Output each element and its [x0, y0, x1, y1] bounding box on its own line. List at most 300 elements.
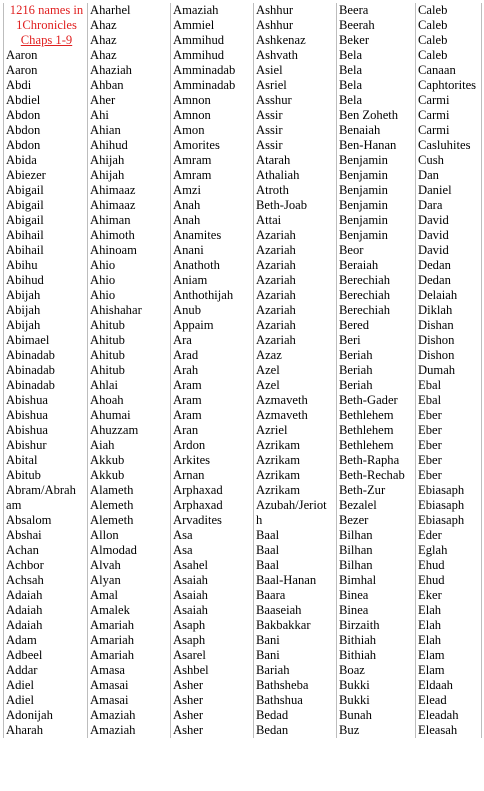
name-cell: Carmi	[416, 123, 482, 138]
name-cell: Caleb	[416, 33, 482, 48]
name-cell: Athaliah	[254, 168, 337, 183]
name-cell: Abihud	[4, 273, 88, 288]
name-cell: Azmaveth	[254, 408, 337, 423]
name-cell: Baara	[254, 588, 337, 603]
table-row	[4, 438, 482, 453]
name-cell: Asher	[171, 723, 254, 738]
name-cell: Abdi	[4, 78, 88, 93]
name-cell: Cush	[416, 153, 482, 168]
name-cell: Amaziah	[171, 3, 254, 18]
name-cell: Aaron	[4, 63, 88, 78]
name-cell: Dishon	[416, 348, 482, 363]
name-cell: Baal-Hanan	[254, 573, 337, 588]
name-cell: Amariah	[88, 633, 171, 648]
name-cell: Atroth	[254, 183, 337, 198]
name-cell: Bimhal	[337, 573, 416, 588]
name-cell: Carmi	[416, 108, 482, 123]
name-cell: Beker	[337, 33, 416, 48]
table-row	[4, 363, 482, 378]
name-cell: Azariah	[254, 273, 337, 288]
name-cell: Abihail	[4, 228, 88, 243]
name-cell: Abishua	[4, 423, 88, 438]
name-cell: Beriah	[337, 348, 416, 363]
name-cell: Adaiah	[4, 588, 88, 603]
name-cell: Bethlehem	[337, 408, 416, 423]
name-cell: Abigail	[4, 213, 88, 228]
table-row	[4, 48, 482, 63]
name-cell: Bathshua	[254, 693, 337, 708]
name-cell: Eldaah	[416, 678, 482, 693]
table-row	[4, 108, 482, 123]
name-cell: Baaseiah	[254, 603, 337, 618]
name-cell: Bukki	[337, 693, 416, 708]
name-cell: Ahimaaz	[88, 183, 171, 198]
name-cell: Bani	[254, 633, 337, 648]
name-cell: Ebal	[416, 393, 482, 408]
table-row	[4, 588, 482, 603]
table-row	[4, 483, 482, 498]
name-cell: Aharhel	[88, 3, 171, 18]
name-cell: Amnon	[171, 108, 254, 123]
name-cell: Asher	[171, 708, 254, 723]
name-cell: Ben Zoheth	[337, 108, 416, 123]
name-cell: Aram	[171, 393, 254, 408]
name-cell: Amminadab	[171, 63, 254, 78]
name-cell: Anah	[171, 198, 254, 213]
table-row	[4, 648, 482, 663]
table-row	[4, 213, 482, 228]
name-cell: Bilhan	[337, 528, 416, 543]
table-row	[4, 663, 482, 678]
name-cell: Ahijah	[88, 153, 171, 168]
name-cell: Ahishahar	[88, 303, 171, 318]
name-cell: Ammiel	[171, 18, 254, 33]
name-cell: Azariah	[254, 243, 337, 258]
name-cell: Berechiah	[337, 303, 416, 318]
name-cell: Asaiah	[171, 603, 254, 618]
name-cell: Asher	[171, 678, 254, 693]
name-cell: David	[416, 213, 482, 228]
name-cell: Azrikam	[254, 453, 337, 468]
name-cell: Adbeel	[4, 648, 88, 663]
name-cell: Azrikam	[254, 483, 337, 498]
table-row	[4, 528, 482, 543]
name-cell: Adiel	[4, 693, 88, 708]
name-cell: Abigail	[4, 183, 88, 198]
name-cell: Ahuzzam	[88, 423, 171, 438]
name-cell: Azel	[254, 363, 337, 378]
name-cell: Delaiah	[416, 288, 482, 303]
name-cell: Aher	[88, 93, 171, 108]
name-cell: Bezalel	[337, 498, 416, 513]
name-cell: Adam	[4, 633, 88, 648]
name-cell: Achbor	[4, 558, 88, 573]
name-cell: Asa	[171, 528, 254, 543]
name-cell: Asaph	[171, 633, 254, 648]
name-cell: Amasai	[88, 693, 171, 708]
name-cell: Abital	[4, 453, 88, 468]
name-cell: Abida	[4, 153, 88, 168]
name-cell: Bedad	[254, 708, 337, 723]
name-cell: Bilhan	[337, 558, 416, 573]
name-cell: Arkites	[171, 453, 254, 468]
name-cell: Bakbakkar	[254, 618, 337, 633]
table-row	[4, 633, 482, 648]
table-row	[4, 618, 482, 633]
name-cell: Bunah	[337, 708, 416, 723]
name-cell: Amasa	[88, 663, 171, 678]
name-cell: Abihu	[4, 258, 88, 273]
name-cell: Ehud	[416, 573, 482, 588]
table-row	[4, 393, 482, 408]
name-cell: Ahinoam	[88, 243, 171, 258]
name-cell: Attai	[254, 213, 337, 228]
name-cell: Beriah	[337, 363, 416, 378]
name-cell: Ahlai	[88, 378, 171, 393]
name-cell: Amorites	[171, 138, 254, 153]
name-cell: Dara	[416, 198, 482, 213]
name-cell: Dishan	[416, 318, 482, 333]
name-cell: Bela	[337, 48, 416, 63]
name-cell: Berechiah	[337, 288, 416, 303]
name-cell: Aniam	[171, 273, 254, 288]
name-cell: Abijah	[4, 303, 88, 318]
table-row	[4, 138, 482, 153]
name-cell: am	[4, 498, 88, 513]
name-cell: Buz	[337, 723, 416, 738]
name-cell: Amnon	[171, 93, 254, 108]
name-cell: Anub	[171, 303, 254, 318]
name-cell: Ahian	[88, 123, 171, 138]
name-cell: Birzaith	[337, 618, 416, 633]
table-row	[4, 198, 482, 213]
name-cell: Abigail	[4, 198, 88, 213]
name-cell: Amariah	[88, 648, 171, 663]
name-cell: Eleasah	[416, 723, 482, 738]
name-cell: Anthothijah	[171, 288, 254, 303]
name-cell: Binea	[337, 588, 416, 603]
name-cell: h	[254, 513, 337, 528]
name-cell: Asaiah	[171, 573, 254, 588]
name-cell: Ahijah	[88, 168, 171, 183]
name-cell: Eber	[416, 453, 482, 468]
name-cell: Ara	[171, 333, 254, 348]
table-row	[4, 453, 482, 468]
name-cell: Asa	[171, 543, 254, 558]
name-cell: Abishur	[4, 438, 88, 453]
name-cell: Azrikam	[254, 468, 337, 483]
name-cell: Abijah	[4, 318, 88, 333]
name-cell: Abijah	[4, 288, 88, 303]
table-row	[4, 693, 482, 708]
name-cell: Beriah	[337, 378, 416, 393]
name-cell: Azariah	[254, 303, 337, 318]
name-cell: Asarel	[171, 648, 254, 663]
name-cell: Akkub	[88, 468, 171, 483]
name-cell: Abinadab	[4, 378, 88, 393]
name-cell: Bela	[337, 93, 416, 108]
name-cell: Eber	[416, 408, 482, 423]
name-cell: Bethlehem	[337, 438, 416, 453]
name-cell: Alameth	[88, 483, 171, 498]
name-cell: Anamites	[171, 228, 254, 243]
name-cell: Ashhur	[254, 3, 337, 18]
name-cell: Addar	[4, 663, 88, 678]
table-row	[4, 78, 482, 93]
name-cell: Canaan	[416, 63, 482, 78]
name-cell: Azrikam	[254, 438, 337, 453]
name-cell: Elah	[416, 603, 482, 618]
name-cell: Bani	[254, 648, 337, 663]
name-cell: Azriel	[254, 423, 337, 438]
name-cell: Beri	[337, 333, 416, 348]
name-cell: Ammihud	[171, 33, 254, 48]
name-cell: Aram	[171, 408, 254, 423]
name-cell: Appaim	[171, 318, 254, 333]
table-row	[4, 408, 482, 423]
name-cell: Benjamin	[337, 213, 416, 228]
name-cell: Ahihud	[88, 138, 171, 153]
table-row	[4, 423, 482, 438]
table-row	[4, 333, 482, 348]
name-cell: Alemeth	[88, 513, 171, 528]
table-row	[4, 153, 482, 168]
name-cell: Azariah	[254, 258, 337, 273]
name-cell: Ehud	[416, 558, 482, 573]
name-cell: Abimael	[4, 333, 88, 348]
name-cell: Amzi	[171, 183, 254, 198]
name-cell: Baal	[254, 558, 337, 573]
name-cell: Ahi	[88, 108, 171, 123]
name-cell: Bithiah	[337, 633, 416, 648]
chapters-link[interactable]: Chaps 1-9	[20, 33, 73, 47]
name-cell: Ebiasaph	[416, 498, 482, 513]
table-row	[4, 558, 482, 573]
name-cell: Beraiah	[337, 258, 416, 273]
name-cell: Ahio	[88, 288, 171, 303]
name-cell: Benjamin	[337, 198, 416, 213]
name-cell: Amminadab	[171, 78, 254, 93]
name-cell: Caleb	[416, 48, 482, 63]
name-cell: Ashhur	[254, 18, 337, 33]
name-cell: Caleb	[416, 3, 482, 18]
name-cell: Ahimaaz	[88, 198, 171, 213]
name-cell: Benaiah	[337, 123, 416, 138]
name-cell: Ahaz	[88, 48, 171, 63]
name-cell: Eber	[416, 468, 482, 483]
name-cell: Elam	[416, 648, 482, 663]
name-cell: Elah	[416, 618, 482, 633]
name-cell: Abiezer	[4, 168, 88, 183]
name-cell: Ebiasaph	[416, 513, 482, 528]
name-cell: Dedan	[416, 258, 482, 273]
name-cell: Eleadah	[416, 708, 482, 723]
name-cell: Eker	[416, 588, 482, 603]
name-cell: Amalek	[88, 603, 171, 618]
name-cell: Bela	[337, 63, 416, 78]
name-cell: Asaiah	[171, 588, 254, 603]
name-cell: Benjamin	[337, 168, 416, 183]
name-cell: Assir	[254, 138, 337, 153]
name-cell: Aran	[171, 423, 254, 438]
name-cell: Berechiah	[337, 273, 416, 288]
name-cell: Asiel	[254, 63, 337, 78]
name-cell: Ahaz	[88, 18, 171, 33]
title-book-line: 1Chronicles	[16, 18, 77, 32]
name-cell: Beth-Zur	[337, 483, 416, 498]
name-cell: Ammihud	[171, 48, 254, 63]
name-cell: Baal	[254, 528, 337, 543]
table-row	[4, 573, 482, 588]
name-cell: Alvah	[88, 558, 171, 573]
name-cell: David	[416, 243, 482, 258]
name-cell: Beth-Joab	[254, 198, 337, 213]
name-cell: Benjamin	[337, 153, 416, 168]
name-cell: Ahitub	[88, 363, 171, 378]
table-row	[4, 123, 482, 138]
names-table	[3, 3, 482, 738]
name-cell: Arphaxad	[171, 483, 254, 498]
name-cell: Achan	[4, 543, 88, 558]
name-cell: Eber	[416, 423, 482, 438]
name-cell: Alyan	[88, 573, 171, 588]
table-row	[4, 243, 482, 258]
name-cell: Beth-Rapha	[337, 453, 416, 468]
name-cell: Asriel	[254, 78, 337, 93]
name-cell: Ahimoth	[88, 228, 171, 243]
name-cell: Amram	[171, 153, 254, 168]
name-cell: Akkub	[88, 453, 171, 468]
name-cell: Abihail	[4, 243, 88, 258]
name-cell: Binea	[337, 603, 416, 618]
name-cell: Abishua	[4, 408, 88, 423]
name-cell: Azariah	[254, 333, 337, 348]
table-row	[4, 348, 482, 363]
name-cell: Abdon	[4, 108, 88, 123]
name-cell: Caleb	[416, 18, 482, 33]
name-cell: Bukki	[337, 678, 416, 693]
name-cell: Dishon	[416, 333, 482, 348]
name-cell: Diklah	[416, 303, 482, 318]
name-cell: Eder	[416, 528, 482, 543]
name-cell: Eber	[416, 438, 482, 453]
name-cell: Caphtorites	[416, 78, 482, 93]
name-cell: Dan	[416, 168, 482, 183]
table-row	[4, 708, 482, 723]
name-cell: Adaiah	[4, 603, 88, 618]
name-cell: Ahaz	[88, 33, 171, 48]
table-row	[4, 93, 482, 108]
name-cell: Bela	[337, 78, 416, 93]
table-row	[4, 498, 482, 513]
name-cell: Eglah	[416, 543, 482, 558]
name-cell: Baal	[254, 543, 337, 558]
table-row	[4, 168, 482, 183]
name-cell: Almodad	[88, 543, 171, 558]
name-cell: Bathsheba	[254, 678, 337, 693]
name-cell: Aharah	[4, 723, 88, 738]
name-cell: Ahoah	[88, 393, 171, 408]
name-cell: Alemeth	[88, 498, 171, 513]
name-cell: Abdon	[4, 123, 88, 138]
name-cell: Bedan	[254, 723, 337, 738]
table-row	[4, 258, 482, 273]
name-cell: Ahitub	[88, 333, 171, 348]
name-cell: Amaziah	[88, 708, 171, 723]
name-cell: Abdiel	[4, 93, 88, 108]
table-row	[4, 378, 482, 393]
name-cell: Amaziah	[88, 723, 171, 738]
name-cell: Arphaxad	[171, 498, 254, 513]
name-cell: Beera	[337, 3, 416, 18]
name-cell: Dumah	[416, 363, 482, 378]
table-row	[4, 318, 482, 333]
name-cell: Abram/Abrah	[4, 483, 88, 498]
name-cell: David	[416, 228, 482, 243]
name-cell: Azariah	[254, 228, 337, 243]
name-cell: Abdon	[4, 138, 88, 153]
name-cell: Asahel	[171, 558, 254, 573]
name-cell: Ben-Hanan	[337, 138, 416, 153]
name-cell: Aaron	[4, 48, 88, 63]
name-cell: Benjamin	[337, 183, 416, 198]
name-cell: Ahio	[88, 273, 171, 288]
name-cell: Ashbel	[171, 663, 254, 678]
table-row	[4, 543, 482, 558]
table-row	[4, 468, 482, 483]
name-cell: Azubah/Jeriot	[254, 498, 337, 513]
table-row	[4, 63, 482, 78]
name-cell: Assir	[254, 123, 337, 138]
name-cell: Bethlehem	[337, 423, 416, 438]
name-cell: Assir	[254, 108, 337, 123]
name-cell: Ahio	[88, 258, 171, 273]
name-cell: Adiel	[4, 678, 88, 693]
name-cell: Ahumai	[88, 408, 171, 423]
name-cell: Achsah	[4, 573, 88, 588]
name-cell: Anathoth	[171, 258, 254, 273]
name-cell: Beth-Gader	[337, 393, 416, 408]
name-cell: Azmaveth	[254, 393, 337, 408]
name-cell: Casluhites	[416, 138, 482, 153]
name-cell: Azariah	[254, 318, 337, 333]
title-count-line: 1216 names in	[9, 3, 84, 17]
name-cell: Amon	[171, 123, 254, 138]
name-cell: Aram	[171, 378, 254, 393]
name-cell: Bezer	[337, 513, 416, 528]
table-row	[4, 288, 482, 303]
name-cell: Ashvath	[254, 48, 337, 63]
name-cell: Ahiman	[88, 213, 171, 228]
table-row	[4, 303, 482, 318]
name-cell: Asshur	[254, 93, 337, 108]
name-cell: Aiah	[88, 438, 171, 453]
name-cell: Beerah	[337, 18, 416, 33]
name-cell: Anani	[171, 243, 254, 258]
table-row	[4, 273, 482, 288]
name-cell: Asher	[171, 693, 254, 708]
name-cell: Adaiah	[4, 618, 88, 633]
name-cell: Beor	[337, 243, 416, 258]
table-row	[4, 183, 482, 198]
name-cell: Abshai	[4, 528, 88, 543]
name-cell: Bariah	[254, 663, 337, 678]
name-cell: Abinadab	[4, 363, 88, 378]
table-row	[4, 228, 482, 243]
names-table-body	[4, 3, 482, 738]
name-cell: Elead	[416, 693, 482, 708]
name-cell: Daniel	[416, 183, 482, 198]
